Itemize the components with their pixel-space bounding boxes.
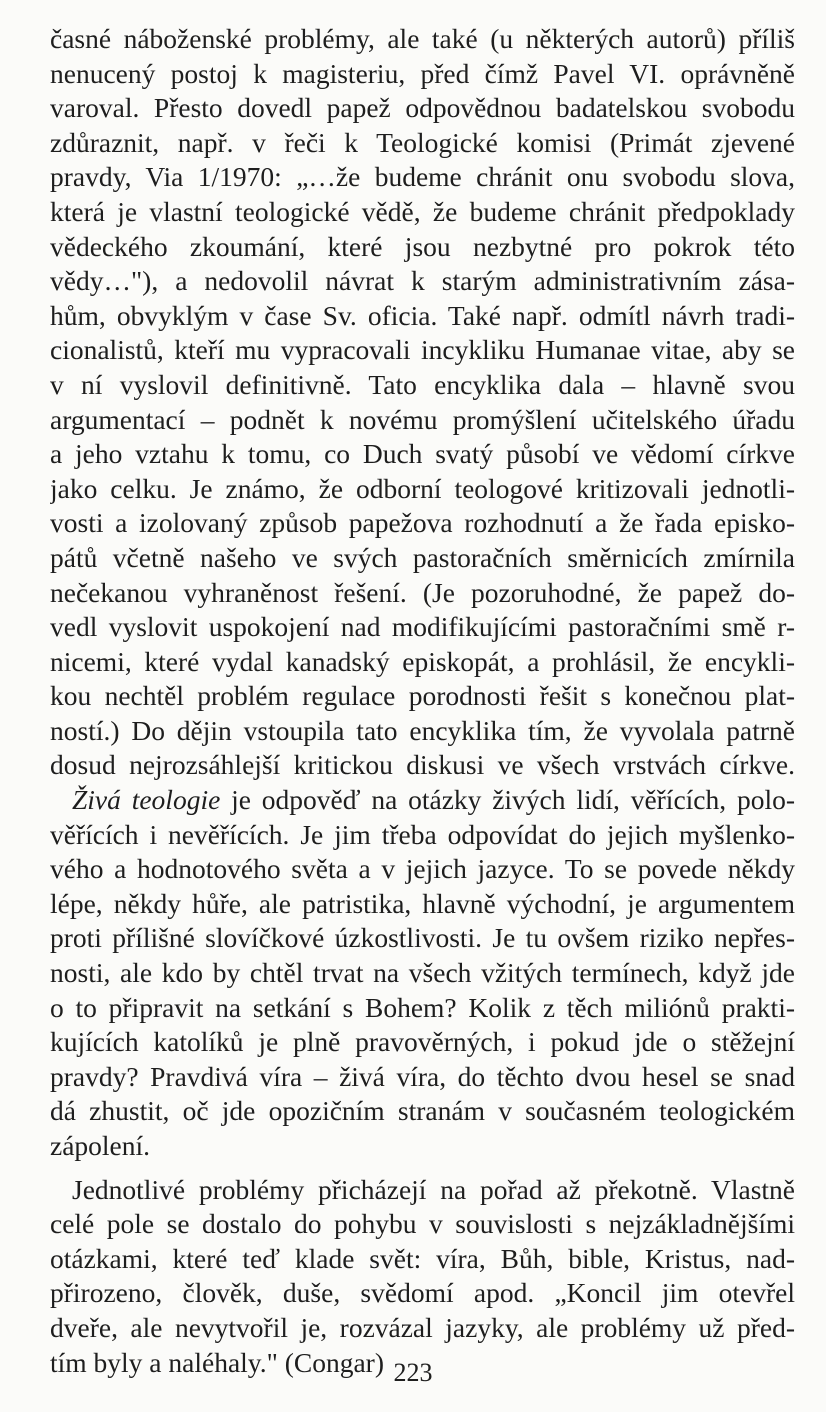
text-line: nenucený postoj k magisteriu, před čímž Pavel VI. oprávněně: [50, 57, 795, 89]
paragraph-3: [50, 1173, 795, 1381]
text-line: vého a hodnotového světa a v jejich jazyce. To se povede někdy: [50, 853, 795, 885]
text-line: nečekanou vyhraněnost řešení. (Je pozoruhodné, že papež do-: [50, 576, 795, 608]
text-line: věřících i nevěřících. Je jim třeba odpovídat do jejich myšlenko-: [50, 818, 795, 850]
text-line: nicemi, které vydal kanadský episkopát, a prohlásil, že encykli-: [50, 645, 795, 677]
text-line: zdůraznit, např. v řeči k Teologické komisi (Primát zjevené: [50, 126, 795, 158]
text-line: časné náboženské problémy, ale také (u některých autorů) příliš: [50, 23, 795, 54]
italic-term: Živá teologie: [72, 784, 221, 816]
text-line: která je vlastní teologické vědě, že budeme chránit předpoklady: [50, 195, 795, 227]
text-line: dá zhustit, oč jde opozičním stranám v současném teologickém: [50, 1095, 795, 1127]
paragraph-2: [50, 783, 795, 1164]
text-line: hům, obvyklým v čase Sv. oficia. Také např. odmítl návrh tradi-: [50, 299, 795, 331]
text-line: pravdy? Pravdivá víra – živá víra, do těchto dvou hesel se snad: [50, 1060, 795, 1092]
text-line: vosti a izolovaný způsob papežova rozhodnutí a že řada episko-: [50, 507, 795, 539]
text-line: ností.) Do dějin vstoupila tato encyklika tím, že vyvolala patrně: [50, 714, 795, 746]
text-line: dveře, ale nevytvořil je, rozvázal jazyky, ale problémy už před-: [50, 1311, 795, 1343]
text-line: Jednotlivé problémy přicházejí na pořad až překotně. Vlastně: [72, 1173, 795, 1205]
text-line: proti přílišné slovíčkové úzkostlivosti. Je tu ovšem riziko nepřes-: [50, 922, 795, 954]
text-line: [50, 783, 795, 818]
text-line: otázkami, které teď klade svět: víra, Bůh, bible, Kristus, nad-: [50, 1242, 795, 1274]
text-line-rest: je odpověď na otázky živých lidí, věřících, polo-: [220, 784, 795, 816]
text-line: varoval. Přesto dovedl papež odpovědnou badatelskou svobodu: [50, 92, 795, 124]
text-line: dosud nejrozsáhlejší kritickou diskusi ve všech vrstvách církve.: [50, 749, 795, 781]
text-line: celé pole se dostalo do pohybu v souvislosti s nejzákladnějšími: [50, 1208, 795, 1240]
text-line: zápolení.: [50, 1130, 151, 1161]
text-line: pátů včetně našeho ve svých pastoračních směrnicích zmírnila: [50, 541, 795, 573]
body-text: [50, 22, 795, 1380]
text-line: lépe, někdy hůře, ale patristika, hlavně východní, je argumentem: [50, 887, 795, 919]
text-line: cionalistů, kteří mu vypracovali incykliku Humanae vitae, aby se: [50, 334, 795, 366]
text-line: kou nechtěl problém regulace porodnosti řešit s konečnou plat-: [50, 680, 795, 712]
text-line: tím byly a naléhaly." (Congar): [50, 1346, 385, 1378]
text-line: v ní vyslovil definitivně. Tato encyklika dala – hlavně svou: [50, 368, 795, 400]
text-line: vědy…"), a nedovolil návrat k starým administrativním zása-: [50, 265, 795, 297]
text-line: argumentací – podnět k novému promýšlení učitelského úřadu: [50, 403, 795, 435]
text-line: pravdy, Via 1/1970: „…že budeme chránit onu svobodu slova,: [50, 161, 795, 193]
text-line: kujících katolíků je plně pravověrných, i pokud jde o stěžejní: [50, 1026, 795, 1058]
text-line: vedl vyslovit uspokojení nad modifikujícími pastoračními smě r-: [50, 611, 795, 643]
text-line: jako celku. Je známo, že odborní teologové kritizovali jednotli-: [50, 472, 795, 504]
text-line: nosti, ale kdo by chtěl trvat na všech vžitých termínech, když jde: [50, 957, 795, 989]
text-line: přirozeno, člověk, duše, svědomí apod. „Koncil jim otevřel: [50, 1277, 795, 1309]
text-line: a jeho vztahu k tomu, co Duch svatý působí ve vědomí církve: [50, 438, 795, 470]
paragraph-1: [50, 22, 795, 783]
page-number: 223: [393, 1358, 433, 1387]
text-line: vědeckého zkoumání, které jsou nezbytné pro pokrok této: [50, 230, 795, 262]
text-line: o to připravit na setkání s Bohem? Kolik z těch miliónů prakti-: [50, 991, 795, 1023]
